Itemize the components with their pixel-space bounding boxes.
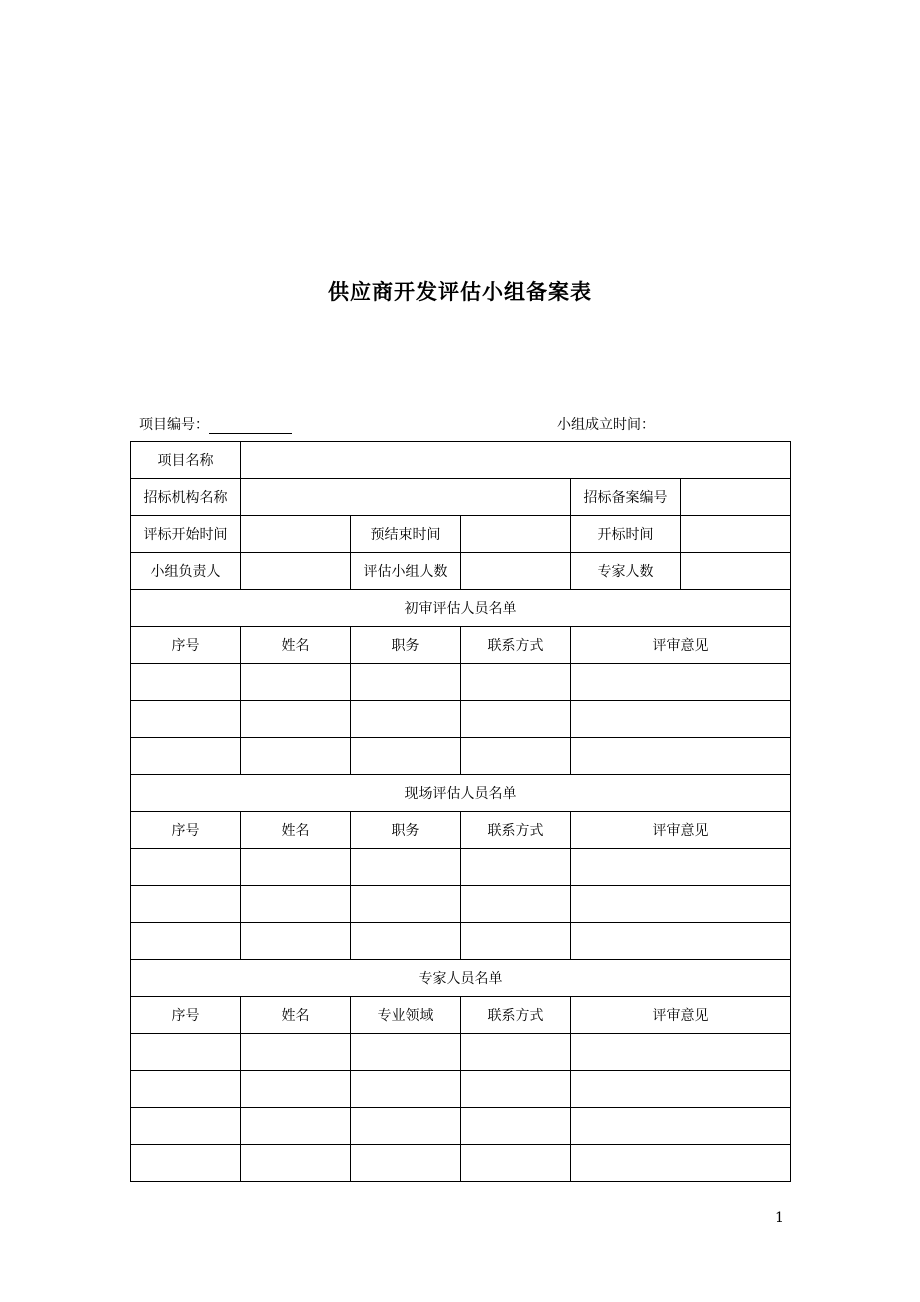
table-cell[interactable]: [131, 664, 241, 701]
table-cell[interactable]: [131, 923, 241, 960]
agency-name-label: 招标机构名称: [131, 479, 241, 516]
project-number-label: 项目编号：: [139, 417, 209, 433]
column-header: 专业领域: [351, 997, 461, 1034]
bid-open-field[interactable]: [681, 516, 791, 553]
table-cell[interactable]: [241, 1108, 351, 1145]
project-number-line: [139, 414, 292, 434]
section-heading-row: [131, 775, 791, 812]
table-cell[interactable]: [571, 701, 791, 738]
column-header: 职务: [351, 812, 461, 849]
table-cell[interactable]: [571, 1071, 791, 1108]
planned-end-field[interactable]: [461, 516, 571, 553]
table-cell[interactable]: [571, 886, 791, 923]
column-header: 姓名: [241, 812, 351, 849]
people-row: [131, 553, 791, 590]
table-cell[interactable]: [131, 1071, 241, 1108]
expert-count-field[interactable]: [681, 553, 791, 590]
table-cell[interactable]: [241, 1071, 351, 1108]
table-row: [131, 923, 791, 960]
table-row: [131, 1108, 791, 1145]
column-header: 序号: [131, 997, 241, 1034]
column-header: 评审意见: [571, 997, 791, 1034]
table-cell[interactable]: [241, 886, 351, 923]
leader-label: 小组负责人: [131, 553, 241, 590]
table-cell[interactable]: [351, 1034, 461, 1071]
project-name-field[interactable]: [241, 442, 791, 479]
filing-number-field[interactable]: [681, 479, 791, 516]
table-cell[interactable]: [241, 1145, 351, 1182]
section-heading-row: [131, 960, 791, 997]
table-cell[interactable]: [131, 1034, 241, 1071]
table-cell[interactable]: [461, 701, 571, 738]
table-cell[interactable]: [461, 1071, 571, 1108]
column-header: 职务: [351, 627, 461, 664]
column-header-row: [131, 812, 791, 849]
table-cell[interactable]: [131, 1145, 241, 1182]
column-header: 评审意见: [571, 812, 791, 849]
group-size-label: 评估小组人数: [351, 553, 461, 590]
eval-start-label: 评标开始时间: [131, 516, 241, 553]
table-row: [131, 849, 791, 886]
table-row: [131, 1071, 791, 1108]
expert-list-heading: 专家人员名单: [131, 960, 791, 997]
table-cell[interactable]: [241, 1034, 351, 1071]
table-cell[interactable]: [351, 886, 461, 923]
filing-form-table: [130, 441, 791, 1182]
table-cell[interactable]: [131, 701, 241, 738]
eval-start-field[interactable]: [241, 516, 351, 553]
table-cell[interactable]: [461, 886, 571, 923]
table-cell[interactable]: [351, 1145, 461, 1182]
agency-name-field[interactable]: [241, 479, 571, 516]
leader-field[interactable]: [241, 553, 351, 590]
column-header: 联系方式: [461, 812, 571, 849]
table-cell[interactable]: [571, 1108, 791, 1145]
project-name-row: [131, 442, 791, 479]
table-cell[interactable]: [351, 738, 461, 775]
table-cell[interactable]: [571, 738, 791, 775]
project-number-blank[interactable]: [209, 419, 292, 434]
table-cell[interactable]: [241, 923, 351, 960]
table-cell[interactable]: [461, 1108, 571, 1145]
document-title: 供应商开发评估小组备案表: [328, 280, 592, 304]
table-cell[interactable]: [241, 664, 351, 701]
table-row: [131, 664, 791, 701]
column-header: 姓名: [241, 997, 351, 1034]
onsite-review-heading: 现场评估人员名单: [131, 775, 791, 812]
table-cell[interactable]: [461, 1034, 571, 1071]
table-cell[interactable]: [131, 886, 241, 923]
expert-count-label: 专家人数: [571, 553, 681, 590]
table-cell[interactable]: [351, 1108, 461, 1145]
filing-number-label: 招标备案编号: [571, 479, 681, 516]
table-cell[interactable]: [241, 738, 351, 775]
agency-row: [131, 479, 791, 516]
table-row: [131, 1145, 791, 1182]
table-row: [131, 886, 791, 923]
group-size-field[interactable]: [461, 553, 571, 590]
initial-review-heading: 初审评估人员名单: [131, 590, 791, 627]
table-cell[interactable]: [571, 923, 791, 960]
column-header: 联系方式: [461, 627, 571, 664]
column-header-row: [131, 627, 791, 664]
page-number: 1: [775, 1210, 784, 1226]
table-cell[interactable]: [351, 701, 461, 738]
established-time-label: 小组成立时间：: [557, 417, 655, 433]
table-cell[interactable]: [461, 664, 571, 701]
table-cell[interactable]: [241, 701, 351, 738]
column-header-row: [131, 997, 791, 1034]
table-cell[interactable]: [351, 923, 461, 960]
column-header: 序号: [131, 812, 241, 849]
table-cell[interactable]: [351, 1071, 461, 1108]
column-header: 联系方式: [461, 997, 571, 1034]
table-cell[interactable]: [241, 849, 351, 886]
column-header: 姓名: [241, 627, 351, 664]
table-cell[interactable]: [571, 1145, 791, 1182]
table-cell[interactable]: [131, 738, 241, 775]
table-cell[interactable]: [461, 1145, 571, 1182]
table-cell[interactable]: [571, 1034, 791, 1071]
section-heading-row: [131, 590, 791, 627]
table-cell[interactable]: [351, 664, 461, 701]
table-row: [131, 1034, 791, 1071]
bid-open-label: 开标时间: [571, 516, 681, 553]
column-header: 序号: [131, 627, 241, 664]
column-header: 评审意见: [571, 627, 791, 664]
planned-end-label: 预结束时间: [351, 516, 461, 553]
time-row: [131, 516, 791, 553]
table-cell[interactable]: [131, 849, 241, 886]
table-row: [131, 701, 791, 738]
table-cell[interactable]: [571, 664, 791, 701]
table-cell[interactable]: [461, 849, 571, 886]
table-cell[interactable]: [571, 849, 791, 886]
table-cell[interactable]: [351, 849, 461, 886]
table-cell[interactable]: [131, 1108, 241, 1145]
table-row: [131, 738, 791, 775]
table-cell[interactable]: [461, 738, 571, 775]
table-cell[interactable]: [461, 923, 571, 960]
project-name-label: 项目名称: [131, 442, 241, 479]
